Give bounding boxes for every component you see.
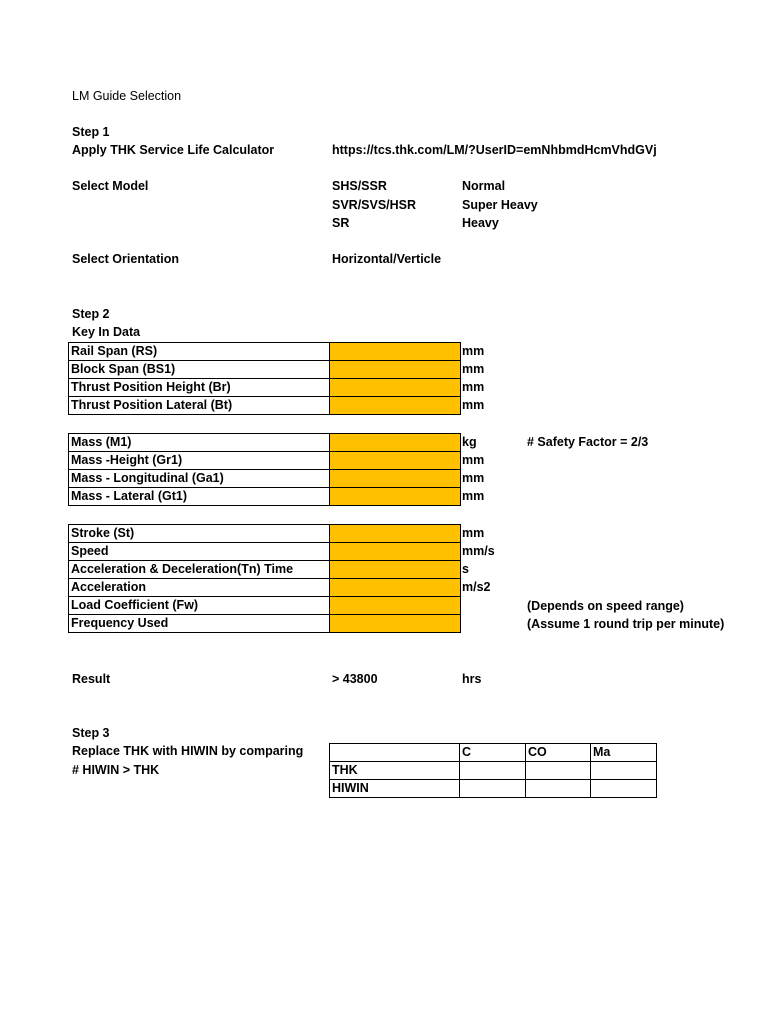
column-header: CO [526, 744, 591, 762]
field-label: Thrust Position Height (Br) [69, 379, 330, 397]
field-label: Acceleration & Deceleration(Tn) Time [69, 561, 330, 579]
orientation-value: Horizontal/Verticle [332, 252, 442, 266]
unit-label [462, 614, 495, 632]
frequency-note: (Assume 1 round trip per minute) [527, 617, 725, 631]
field-label: Mass - Longitudinal (Ga1) [69, 470, 330, 488]
hiwin-note: # HIWIN > THK [72, 763, 160, 777]
select-orientation-label: Select Orientation [72, 252, 179, 266]
table-cell[interactable] [460, 780, 526, 798]
model-type-2: Super Heavy [462, 198, 538, 212]
model-type-1: Normal [462, 179, 506, 193]
field-label: Load Coefficient (Fw) [69, 597, 330, 615]
result-label: Result [72, 672, 111, 686]
table-cell[interactable] [591, 762, 657, 780]
table-row [69, 561, 461, 579]
table-row [69, 470, 461, 488]
frequency-input[interactable] [330, 615, 461, 633]
table-cell[interactable] [526, 780, 591, 798]
units-group3 [462, 524, 495, 632]
key-in-data-label: Key In Data [72, 325, 141, 339]
table-row [69, 615, 461, 633]
table-row [69, 379, 461, 397]
table-row [330, 762, 657, 780]
input-table-mass [68, 433, 461, 506]
field-label: Block Span (BS1) [69, 361, 330, 379]
field-label: Thrust Position Lateral (Bt) [69, 397, 330, 415]
accel-decel-time-input[interactable] [330, 561, 461, 579]
field-label: Stroke (St) [69, 525, 330, 543]
table-header-row [330, 744, 657, 762]
model-code-3: SR [332, 216, 350, 230]
result-unit: hrs [462, 672, 482, 686]
load-coefficient-input[interactable] [330, 597, 461, 615]
field-label: Mass - Lateral (Gt1) [69, 488, 330, 506]
unit-label: mm [462, 362, 485, 376]
replace-instruction: Replace THK with HIWIN by comparing [72, 744, 304, 758]
input-table-geometry [68, 342, 461, 415]
units-group1 [462, 342, 484, 414]
table-row [69, 579, 461, 597]
table-cell[interactable] [591, 780, 657, 798]
unit-label: mm [462, 526, 485, 540]
row-header: THK [330, 762, 460, 780]
units-group2 [462, 433, 484, 505]
rail-span-input[interactable] [330, 343, 461, 361]
table-row [330, 780, 657, 798]
row-header: HIWIN [330, 780, 460, 798]
mass-input[interactable] [330, 434, 461, 452]
table-row [69, 597, 461, 615]
calculator-label: Apply THK Service Life Calculator [72, 143, 275, 157]
calculator-link[interactable]: https://tcs.thk.com/LM/?UserID=emNhbmdHcmVhdGVj [332, 143, 657, 157]
step2-heading: Step 2 [72, 307, 110, 321]
table-cell[interactable] [460, 762, 526, 780]
table-row [69, 543, 461, 561]
column-header [330, 744, 460, 762]
field-label: Rail Span (RS) [69, 343, 330, 361]
mass-lateral-input[interactable] [330, 488, 461, 506]
table-row [69, 525, 461, 543]
table-row [69, 397, 461, 415]
unit-label: mm [462, 398, 485, 412]
table-row [69, 361, 461, 379]
thrust-lateral-input[interactable] [330, 397, 461, 415]
table-row [69, 452, 461, 470]
load-coefficient-note: (Depends on speed range) [527, 599, 684, 613]
model-type-3: Heavy [462, 216, 499, 230]
unit-label [462, 596, 495, 614]
step3-heading: Step 3 [72, 726, 110, 740]
unit-label: mm [462, 380, 485, 394]
model-code-1: SHS/SSR [332, 179, 387, 193]
unit-label: kg [462, 435, 477, 449]
table-row [69, 343, 461, 361]
select-model-label: Select Model [72, 179, 149, 193]
comparison-table [329, 743, 657, 798]
stroke-input[interactable] [330, 525, 461, 543]
column-header: Ma [591, 744, 657, 762]
page-title: LM Guide Selection [72, 89, 182, 103]
block-span-input[interactable] [330, 361, 461, 379]
table-row [69, 488, 461, 506]
result-value: > 43800 [332, 672, 378, 686]
field-label: Speed [69, 543, 330, 561]
column-header: C [460, 744, 526, 762]
table-cell[interactable] [526, 762, 591, 780]
field-label: Mass (M1) [69, 434, 330, 452]
field-label: Acceleration [69, 579, 330, 597]
speed-input[interactable] [330, 543, 461, 561]
step1-heading: Step 1 [72, 125, 110, 139]
input-table-motion [68, 524, 461, 633]
thrust-height-input[interactable] [330, 379, 461, 397]
unit-label: mm [462, 344, 485, 358]
mass-height-input[interactable] [330, 452, 461, 470]
field-label: Mass -Height (Gr1) [69, 452, 330, 470]
unit-label: mm [462, 453, 485, 467]
unit-label: m/s2 [462, 580, 491, 594]
safety-factor-note: # Safety Factor = 2/3 [527, 435, 649, 449]
model-code-2: SVR/SVS/HSR [332, 198, 417, 212]
unit-label: mm/s [462, 544, 495, 558]
field-label: Frequency Used [69, 615, 330, 633]
unit-label: s [462, 562, 469, 576]
unit-label: mm [462, 471, 485, 485]
acceleration-input[interactable] [330, 579, 461, 597]
mass-longitudinal-input[interactable] [330, 470, 461, 488]
unit-label: mm [462, 489, 485, 503]
table-row [69, 434, 461, 452]
